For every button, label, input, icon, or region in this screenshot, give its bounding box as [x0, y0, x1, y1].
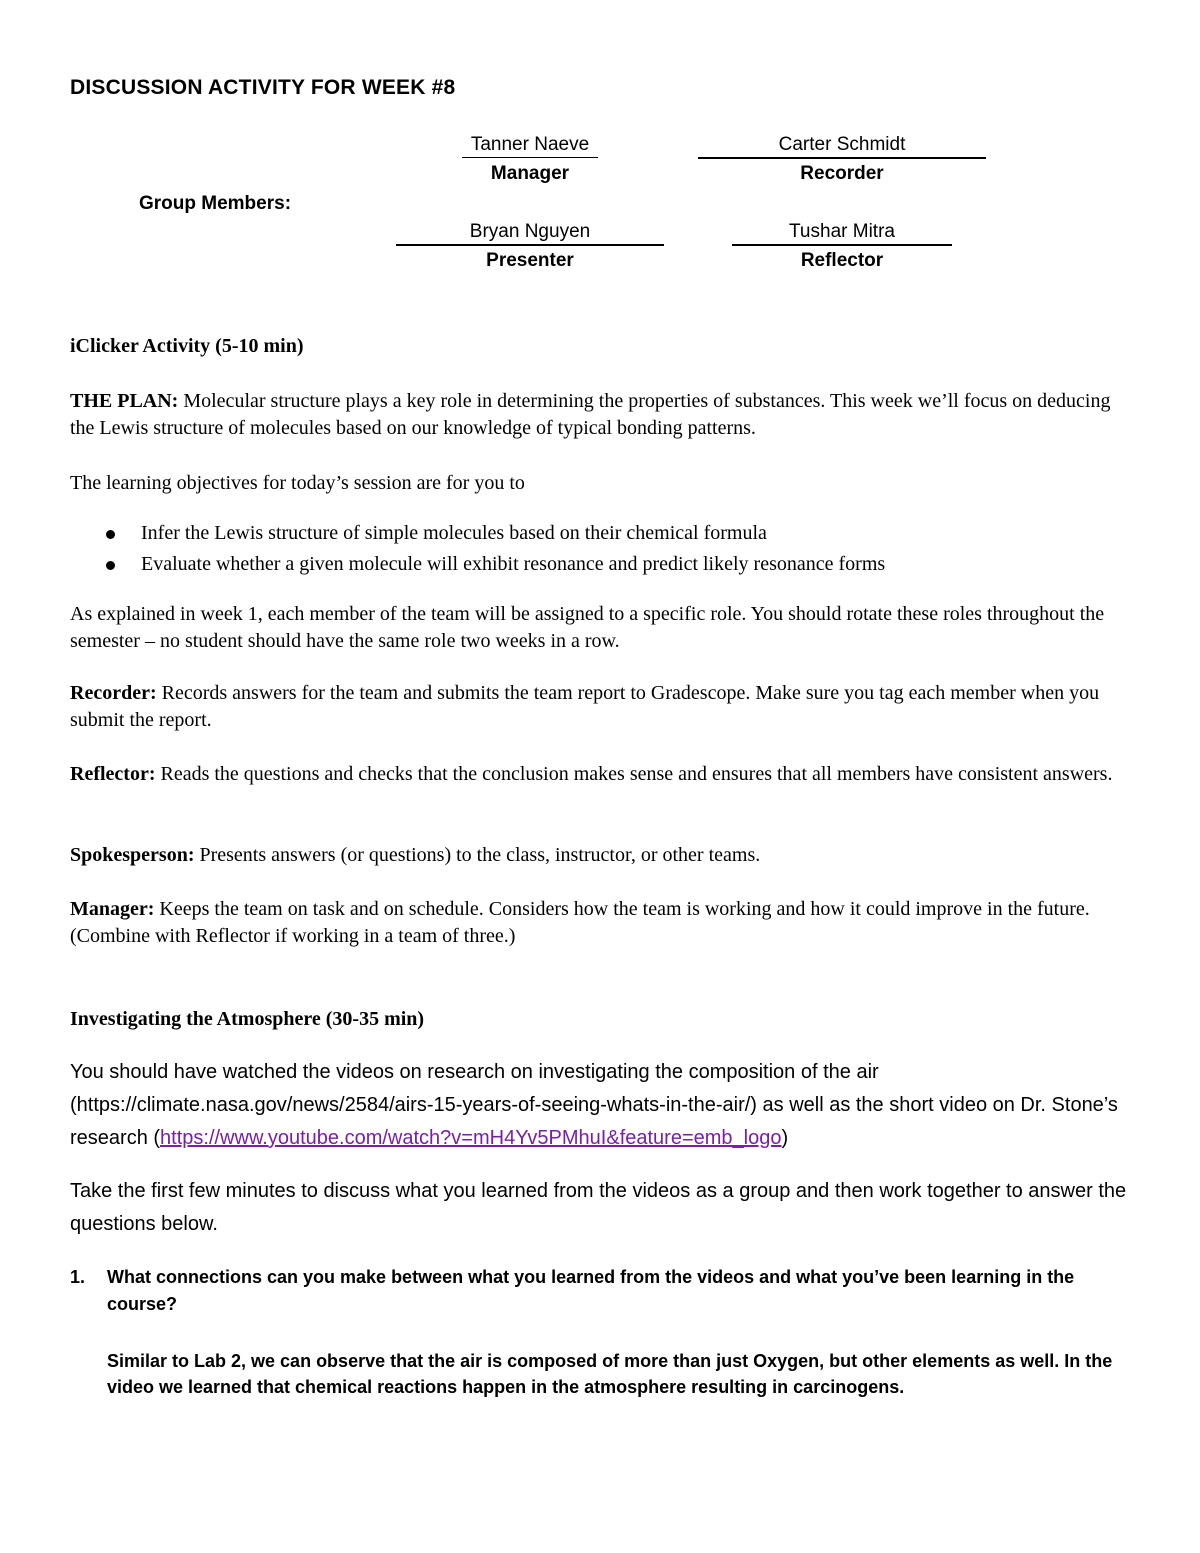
role-manager	[70, 896, 1130, 950]
videos-paragraph	[70, 1056, 1140, 1155]
list-item	[70, 520, 885, 551]
role-recorder	[70, 680, 1130, 734]
role-label: Spokesperson:	[70, 844, 195, 866]
objective-text: Infer the Lewis structure of simple molecules based on their chemical formula	[141, 522, 767, 544]
group-members-label: Group Members:	[139, 193, 292, 214]
discuss-paragraph: Take the first few minutes to discuss what you learned from the videos as a group and then work together to answer the questions below.	[70, 1180, 1127, 1235]
member-name: Carter Schmidt	[698, 134, 986, 159]
role-reflector	[70, 761, 1130, 788]
role-spokesperson	[70, 842, 1130, 869]
member-name: Tanner Naeve	[462, 134, 598, 158]
iclicker-heading: iClicker Activity (5-10 min)	[70, 335, 304, 357]
role-label: Reflector:	[70, 763, 156, 785]
member-role: Presenter	[486, 250, 574, 271]
videos-text: You should have watched the videos on research on investigating the composition of the air (https://climate.nasa.gov/news/2584/airs-15-years-of-seeing-whats-in-the-air/) as well as the short video on Dr. Stone’s research (	[70, 1061, 1118, 1149]
member-role: Recorder	[800, 163, 884, 184]
roles-intro: As explained in week 1, each member of the team will be assigned to a specific role. You should rotate these roles throughout the semester – no student should have the same role two weeks in a row.	[70, 603, 1105, 652]
role-text: Keeps the team on task and on schedule. Considers how the team is working and how it could improve in the future. (Combine with Reflector if working in a team of three.)	[70, 898, 1090, 947]
atmosphere-heading: Investigating the Atmosphere (30-35 min)	[70, 1008, 425, 1030]
objectives-intro: The learning objectives for today’s session are for you to	[70, 472, 525, 494]
question-number: 1.	[70, 1267, 86, 1287]
youtube-link[interactable]: https://www.youtube.com/watch?v=mH4Yv5PMhuI&feature=emb_logo	[160, 1127, 782, 1149]
bullet-icon	[106, 530, 115, 539]
list-item	[70, 551, 885, 582]
videos-text-end: )	[781, 1127, 789, 1149]
document-title: DISCUSSION ACTIVITY FOR WEEK #8	[70, 76, 456, 99]
plan-label: THE PLAN:	[70, 390, 179, 412]
plan-paragraph	[70, 388, 1130, 442]
role-label: Recorder:	[70, 682, 157, 704]
member-role: Reflector	[800, 250, 884, 271]
role-text: Presents answers (or questions) to the class, instructor, or other teams.	[194, 844, 761, 866]
member-name: Tushar Mitra	[732, 221, 952, 246]
objectives-list	[70, 520, 885, 582]
bullet-icon	[106, 561, 115, 570]
member-role: Manager	[490, 163, 570, 184]
question-1	[70, 1264, 1140, 1318]
answer-1: Similar to Lab 2, we can observe that the air is composed of more than just Oxygen, but other elements as well. In the video we learned that chemical reactions happen in the atmosphere resulting in carcinogens.	[107, 1351, 1113, 1397]
question-text: What connections can you make between what you learned from the videos and what you’ve been learning in the course?	[107, 1267, 1075, 1314]
role-label: Manager:	[70, 898, 155, 920]
role-text: Records answers for the team and submits the team report to Gradescope. Make sure you tag each member when you submit the report.	[70, 682, 1100, 731]
role-text: Reads the questions and checks that the conclusion makes sense and ensures that all members have consistent answers.	[155, 763, 1113, 785]
objective-text: Evaluate whether a given molecule will exhibit resonance and predict likely resonance forms	[141, 553, 886, 575]
plan-text: Molecular structure plays a key role in determining the properties of substances. This week we’ll focus on deducing the Lewis structure of molecules based on our knowledge of typical bonding patterns.	[70, 390, 1111, 439]
member-name: Bryan Nguyen	[396, 221, 664, 246]
